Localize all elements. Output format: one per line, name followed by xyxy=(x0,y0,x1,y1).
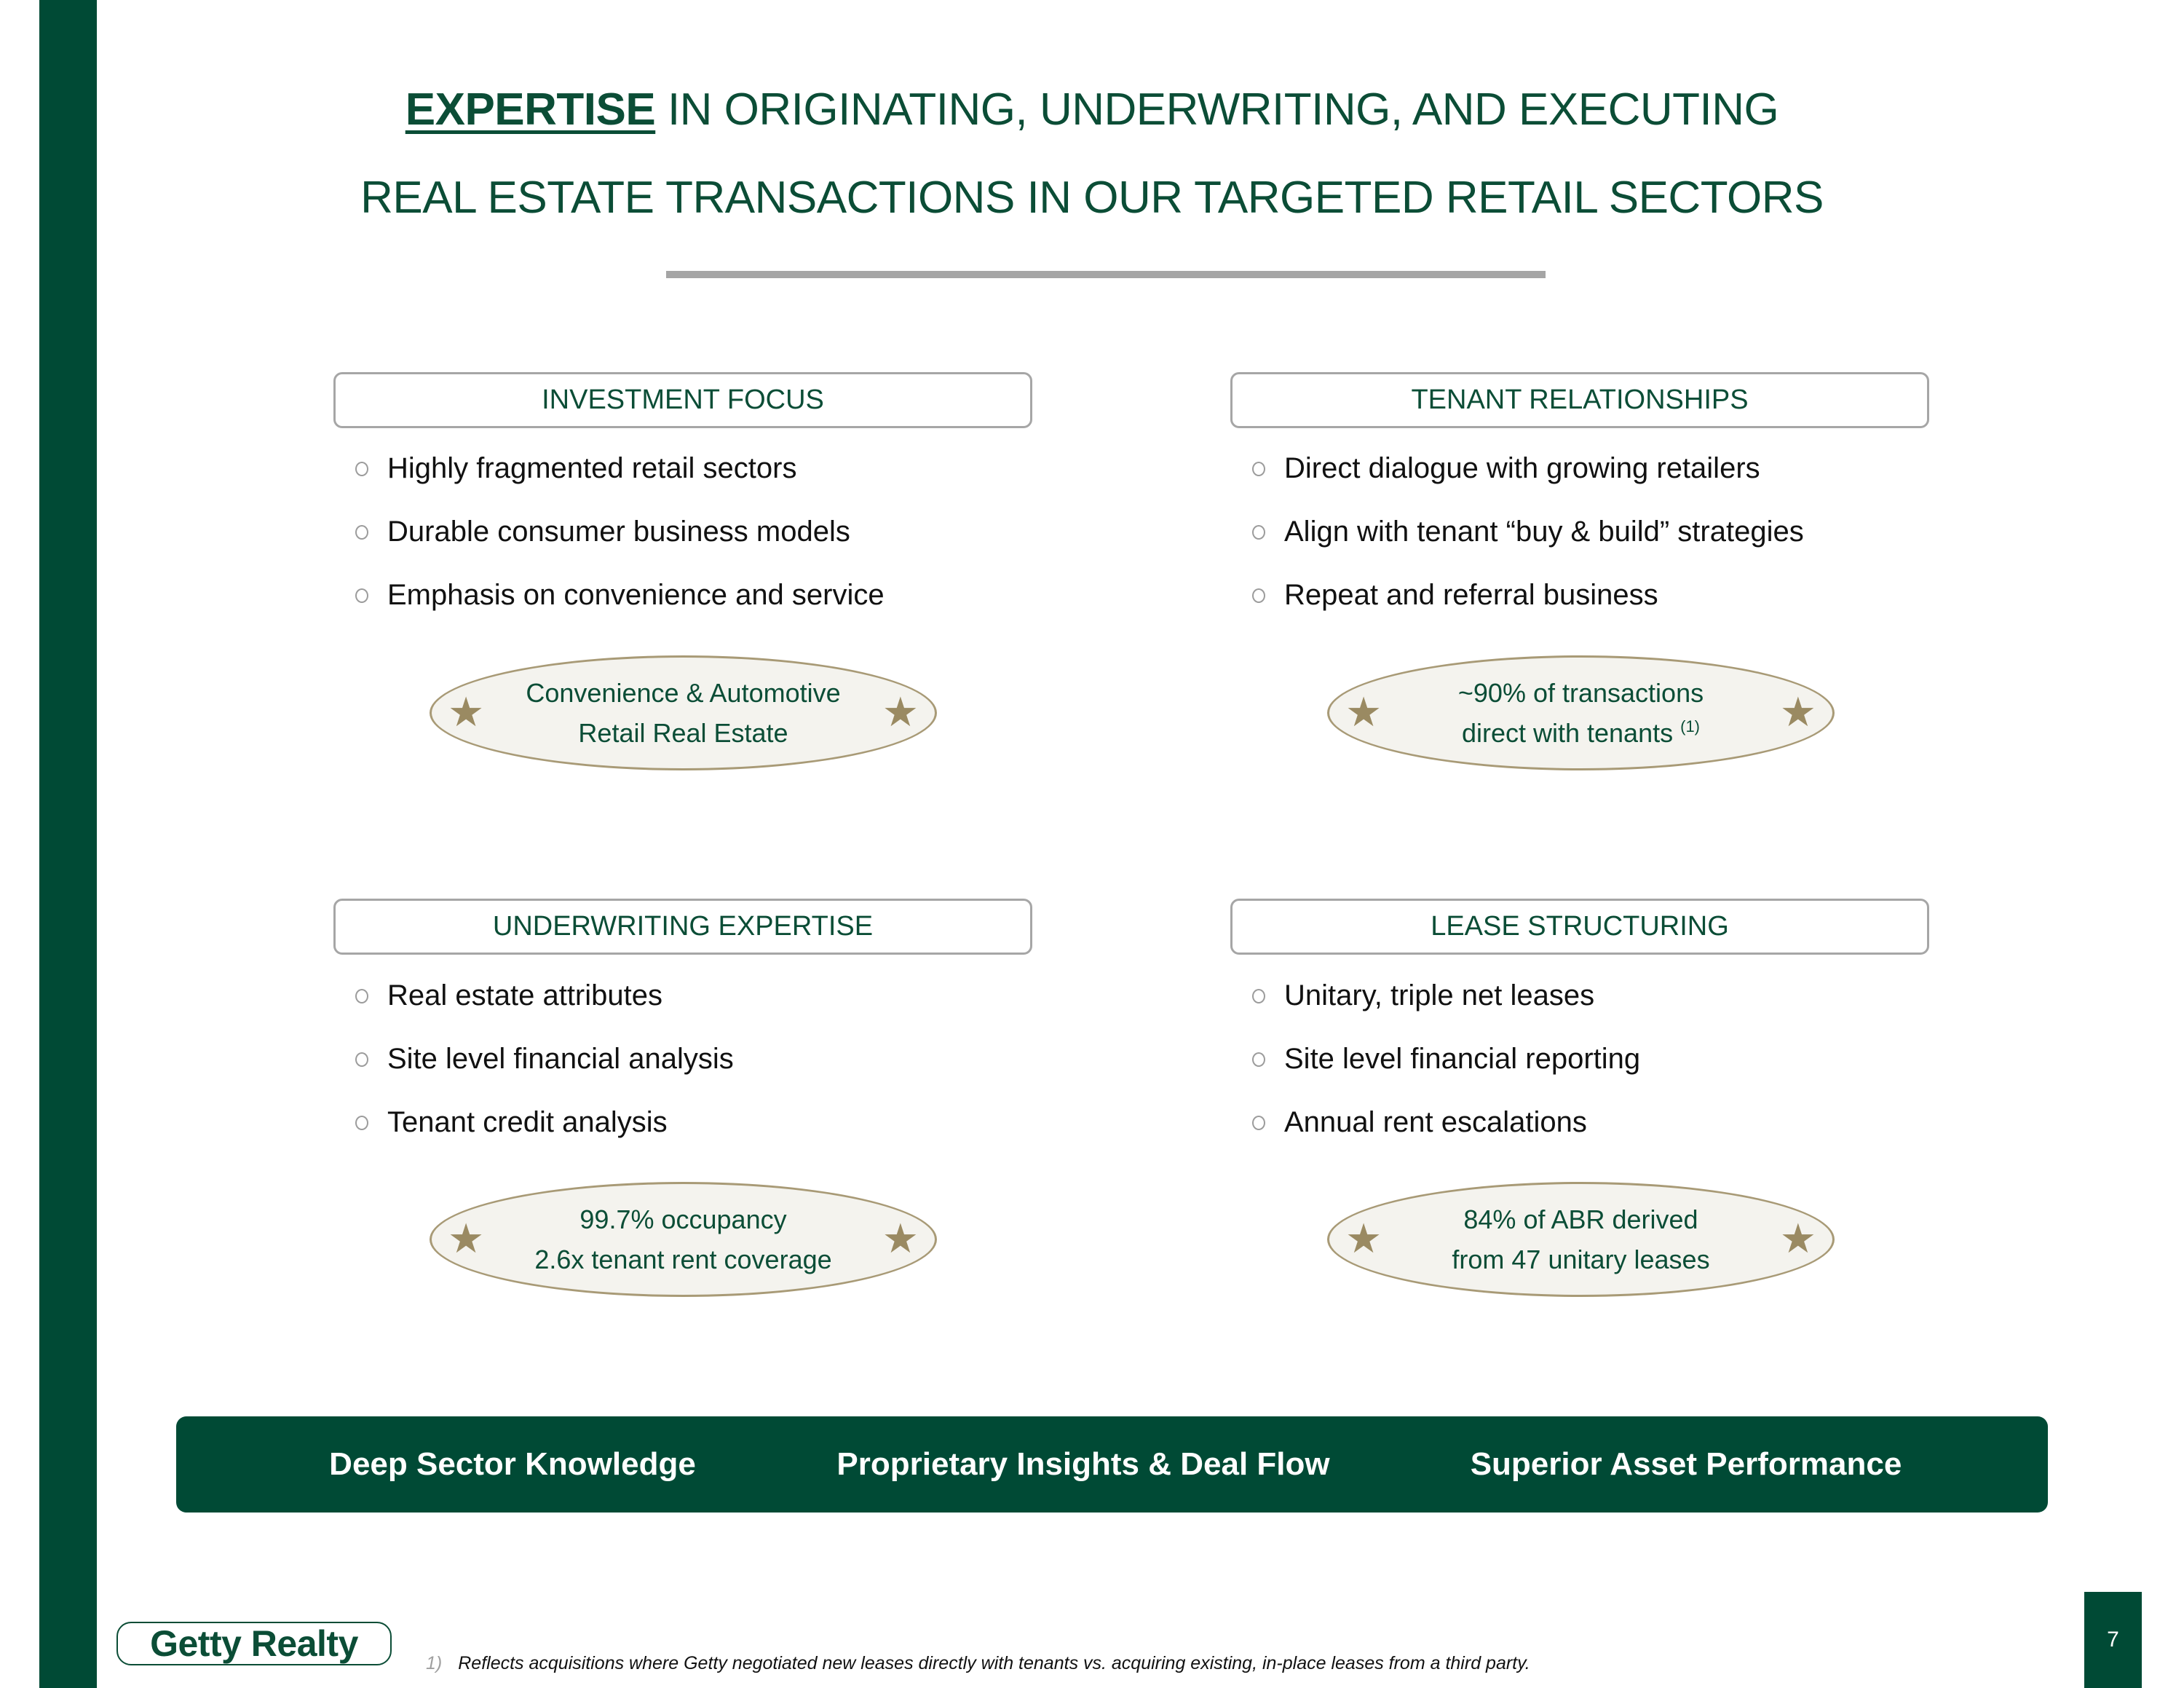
banner-item-sector-knowledge: Deep Sector Knowledge xyxy=(329,1446,696,1482)
footnote-number: 1) xyxy=(426,1653,443,1673)
bullet-text: Site level financial analysis xyxy=(387,1043,734,1075)
callout-line-2 xyxy=(1458,713,1704,753)
bullet-circle-icon xyxy=(1252,462,1265,476)
value-banner xyxy=(176,1416,2048,1513)
callout-text xyxy=(534,1199,831,1279)
bullet-circle-icon xyxy=(355,525,368,540)
footnote-text: Reflects acquisitions where Getty negotiated new leases directly with tenants vs. acquiring existing, in-place leases from a third party. xyxy=(458,1653,1530,1673)
callout-line-1: Convenience & Automotive xyxy=(526,678,841,708)
page-number: 7 xyxy=(2084,1592,2142,1688)
list-item xyxy=(355,500,885,564)
bullet-list-investment-focus xyxy=(355,437,885,627)
bullet-text: Repeat and referral business xyxy=(1284,579,1658,611)
bullet-text: Site level financial reporting xyxy=(1284,1043,1641,1075)
section-header-label: LEASE STRUCTURING xyxy=(1431,911,1729,942)
bullet-text: Direct dialogue with growing retailers xyxy=(1284,452,1760,484)
bullet-text: Tenant credit analysis xyxy=(387,1106,668,1138)
list-item xyxy=(355,564,885,627)
bullet-text: Highly fragmented retail sectors xyxy=(387,452,797,484)
section-header-lease-structuring xyxy=(1230,899,1929,955)
bullet-text: Annual rent escalations xyxy=(1284,1106,1587,1138)
list-item xyxy=(355,1091,734,1154)
footnote-reference: (1) xyxy=(1680,717,1701,735)
list-item xyxy=(1252,437,1804,500)
list-item xyxy=(1252,1091,1640,1154)
bullet-text: Emphasis on convenience and service xyxy=(387,579,885,611)
star-icon: ★ xyxy=(1345,1215,1382,1261)
footnote xyxy=(426,1653,1530,1674)
star-icon: ★ xyxy=(448,1215,485,1261)
section-header-tenant-relationships xyxy=(1230,372,1929,428)
callout-line-1: ~90% of transactions xyxy=(1457,678,1704,708)
callout-oval-lease-structuring xyxy=(1327,1182,1835,1297)
star-icon: ★ xyxy=(882,688,919,735)
bullet-list-lease-structuring xyxy=(1252,964,1640,1154)
bullet-circle-icon xyxy=(355,462,368,476)
title-line-1-text: IN ORIGINATING, UNDERWRITING, AND EXECUTING xyxy=(655,84,1779,135)
bullet-text: Real estate attributes xyxy=(387,979,662,1011)
bullet-circle-icon xyxy=(1252,989,1265,1003)
section-header-label: INVESTMENT FOCUS xyxy=(542,384,824,415)
callout-line-1: 99.7% occupancy xyxy=(579,1204,787,1234)
banner-item-asset-performance: Superior Asset Performance xyxy=(1470,1446,1902,1482)
section-header-label: UNDERWRITING EXPERTISE xyxy=(492,911,874,942)
bullet-list-underwriting-expertise xyxy=(355,964,734,1154)
title-emphasis: EXPERTISE xyxy=(405,84,656,135)
star-icon: ★ xyxy=(448,688,485,735)
getty-realty-logo: Getty Realty xyxy=(116,1622,392,1665)
callout-line-2: 2.6x tenant rent coverage xyxy=(534,1245,832,1274)
list-item xyxy=(355,437,885,500)
callout-text xyxy=(1458,673,1704,753)
callout-oval-investment-focus xyxy=(430,655,937,770)
section-header-underwriting-expertise xyxy=(333,899,1032,955)
left-accent-bar xyxy=(39,0,97,1688)
star-icon: ★ xyxy=(1779,1215,1816,1261)
title-divider xyxy=(666,271,1546,278)
bullet-text: Durable consumer business models xyxy=(387,516,850,548)
callout-line-2: Retail Real Estate xyxy=(578,718,788,748)
callout-line-2: from 47 unitary leases xyxy=(1452,1245,1710,1274)
bullet-circle-icon xyxy=(355,1052,368,1067)
bullet-circle-icon xyxy=(1252,525,1265,540)
list-item xyxy=(1252,500,1804,564)
list-item xyxy=(1252,564,1804,627)
star-icon: ★ xyxy=(1345,688,1382,735)
page-title-line-1 xyxy=(0,84,2184,135)
page-title-line-2: REAL ESTATE TRANSACTIONS IN OUR TARGETED RETAIL SECTORS xyxy=(360,173,1824,223)
bullet-circle-icon xyxy=(355,1116,368,1130)
star-icon: ★ xyxy=(1779,688,1816,735)
list-item xyxy=(355,964,734,1028)
bullet-circle-icon xyxy=(355,989,368,1003)
callout-line-2-text: direct with tenants xyxy=(1461,718,1674,748)
banner-item-insights-deal-flow: Proprietary Insights & Deal Flow xyxy=(836,1446,1330,1482)
star-icon: ★ xyxy=(882,1215,919,1261)
bullet-list-tenant-relationships xyxy=(1252,437,1804,627)
bullet-circle-icon xyxy=(1252,1052,1265,1067)
callout-line-1: 84% of ABR derived xyxy=(1463,1204,1698,1234)
callout-text xyxy=(1452,1199,1709,1279)
bullet-circle-icon xyxy=(1252,1116,1265,1130)
callout-text xyxy=(526,673,840,753)
section-header-investment-focus xyxy=(333,372,1032,428)
list-item xyxy=(1252,1028,1640,1091)
list-item xyxy=(355,1028,734,1091)
callout-oval-tenant-relationships xyxy=(1327,655,1835,770)
bullet-text: Align with tenant “buy & build” strategies xyxy=(1284,516,1804,548)
list-item xyxy=(1252,964,1640,1028)
callout-oval-underwriting-expertise xyxy=(430,1182,937,1297)
bullet-circle-icon xyxy=(355,588,368,603)
bullet-text: Unitary, triple net leases xyxy=(1284,979,1595,1011)
section-header-label: TENANT RELATIONSHIPS xyxy=(1411,384,1749,415)
bullet-circle-icon xyxy=(1252,588,1265,603)
